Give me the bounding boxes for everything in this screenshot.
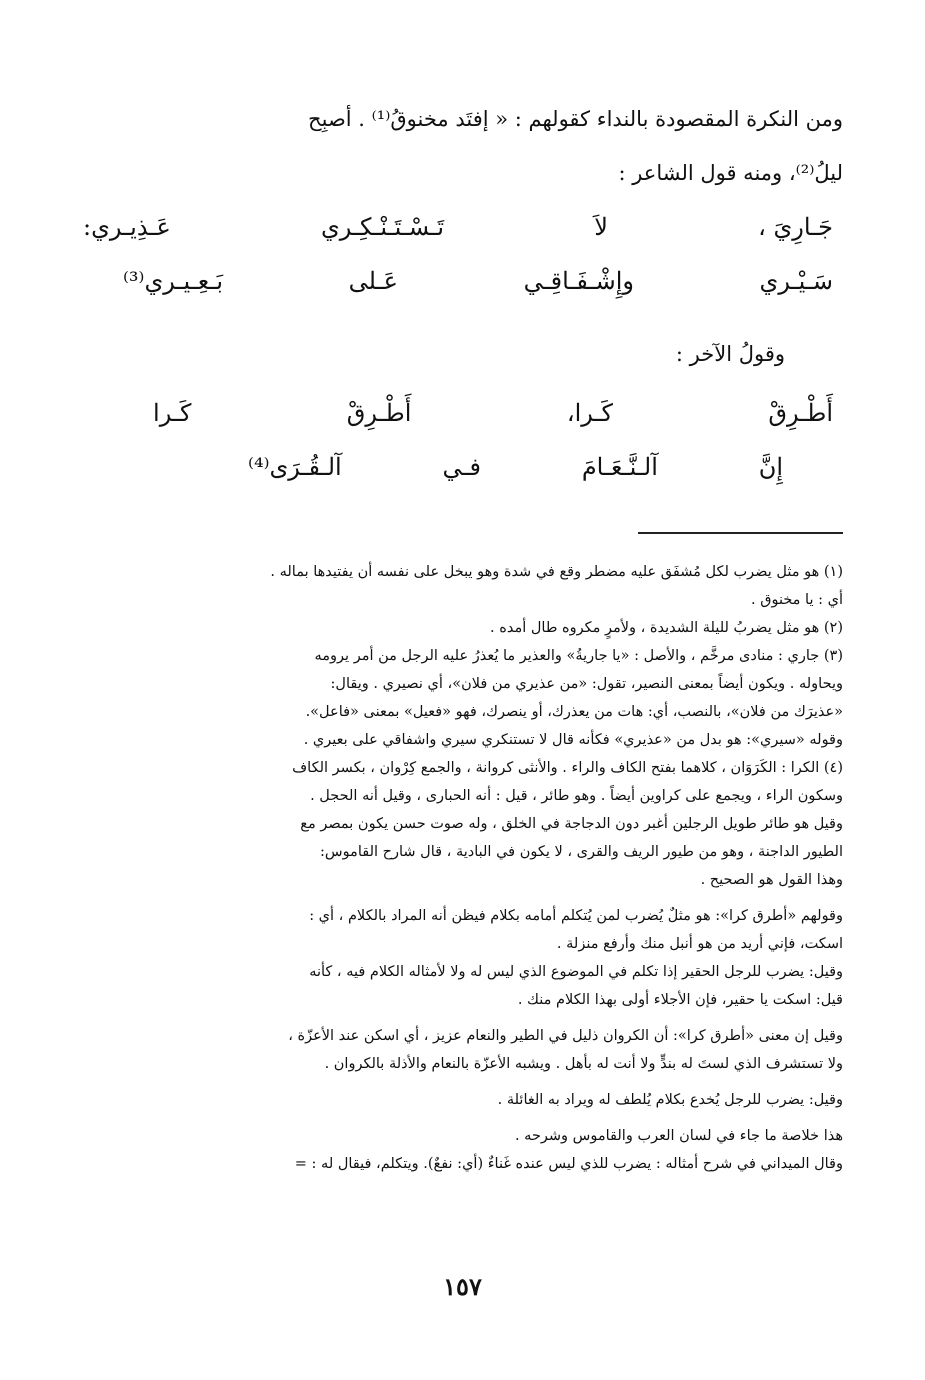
footnote-line: قيل: اسكت يا حقير، فإن الأجلاء أولى بهذا الكلام منك . [517,992,843,1008]
verse-word: آلـنَّـعَـامَ [581,453,658,481]
verse-word: لاَ [594,213,608,241]
verse-word: آلـقُـرَى⁽⁴⁾ [248,453,342,481]
verse-word: فـي [442,453,481,481]
footnote-line: وقيل: يضرب للرجل الحقير إذا تكلم في الموضوع الذي ليس له ولا لأمثاله الكلام فيه ، كأنه [309,964,843,980]
verse-word: كَـرا، [566,399,613,427]
footnote-line: وقيل هو طائر طويل الرجلين أغبر دون الدجاجة في الخلق ، وله صوت حسن يكون بمصر مع [300,816,843,832]
footnote-line: (٤) الكرا : الكَرَوَان ، كلاهما بفتح الكاف والراء . والأنثى كروانة ، والجمع كِرْوان ، بكسر الكاف [292,760,843,776]
footnote-line: وقيل: يضرب للرجل يُخدع بكلام يُلطف له ويراد به الغائلة . [497,1092,843,1108]
verse-word: كَـرا [153,399,192,427]
footnote-gap [83,1078,843,1086]
verse-word: أَطْـرِقْ [346,399,412,427]
footnote-line: (٢) هو مثل يضربُ لليلة الشديدة ، ولأمرٍ مكروه طال أمده . [490,620,843,636]
verse-word: سَـيْـري [759,267,833,295]
footnote-line: وقولهم «أطرق كرا»: هو مثلٌ يُضرب لمن يُتكلم أمامه بكلام فيظن أنه المراد بالكلام ، أي : [309,908,843,924]
footnote-gap [83,894,843,902]
footnote-line: (١) هو مثل يضرب لكل مُشفَق عليه مضطر وقع في شدة وهو يبخل على نفسه أن يفتيدها بماله . [270,564,843,580]
footnotes [83,558,843,1178]
footnote-line: وقوله «سيري»: هو بدل من «عذيري» فكأنه قال لا تستنكري سيري واشفاقي على بعيري . [303,732,843,748]
footnote-line: «عذيرَك من فلان»، بالنصب، أي: هات من يعذرك، أو ينصرك، فهو «فعيل» بمعنى «فاعل». [305,704,843,720]
footnote-line: ولا تستشرف الذي لستَ له بندٍّ ولا أنت له بأهل . ويشبه الأعزّة بالنعام والأذلة بالكروان . [324,1056,843,1072]
footnote-line: وقيل إن معنى «أطرق كرا»: أن الكروان ذليل في الطير والنعام عزيز ، أي اسكن عند الأعزّة ، [288,1028,843,1044]
footnote-line: هذا خلاصة ما جاء في لسان العرب والقاموس وشرحه . [514,1128,843,1144]
footnote-line: وهذا القول هو الصحيح . [700,872,843,888]
verse-word: تَـسْـتَـنْـكِـري [320,213,444,241]
verse-word: جَـارِيَ ، [758,213,833,241]
page-body [83,92,843,1178]
intro-line-1: ومن النكرة المقصودة بالنداء كقولهم : « إفتَد مخنوقُ⁽¹⁾ . أصبِح [308,107,843,131]
verse-word: بَـعِـيـري⁽³⁾ [123,267,224,295]
footnote-line: وقال الميداني في شرح أمثاله : يضرب للذي ليس عنده غَناءٌ (أي: نفعٌ). ويتكلم، فيقال له : = [294,1156,843,1172]
footnote-divider [638,532,843,534]
section-heading: وقولُ الآخر : [675,342,785,366]
intro-line-2: ليلُ⁽²⁾، ومنه قول الشاعر : [618,161,843,185]
verse-word: وإِشْـفَـاقِـي [523,267,634,295]
footnote-line: (٣) جاري : منادى مرخَّم ، والأصل : «يا جاريةُ» والعذير ما يُعذرُ عليه الرجل من أمر يرومه [314,648,843,664]
page-number: ١٥٧ [443,1272,482,1301]
verse-word: إِنَّ [758,453,783,481]
verse-2-line-a [83,386,843,440]
footnote-gap [83,1014,843,1022]
verse-1-line-b [83,254,843,308]
verse-word: أَطْـرِقْ [768,399,833,427]
verse-1-line-a [83,200,843,254]
footnote-line: أي : يا مخنوق . [750,592,843,608]
footnote-line: وسكون الراء ، ويجمع على كراوين أيضاً . وهو طائر ، قيل : أنه الحبارى ، وقيل أنه الحجل . [310,788,843,804]
intro-paragraph [83,92,843,200]
footnote-gap [83,1114,843,1122]
verse-word: عَـلى [348,267,398,295]
footnote-line: الطيور الداجنة ، وهو من طيور الريف والقرى ، لا يكون في البادية ، قال شارح القاموس: [319,844,843,860]
verse-2-line-b [83,440,843,494]
footnote-line: اسكت، فإني أريد من هو أنبل منك وأرفع منزلة . [556,936,843,952]
footnote-line: ويحاوله . ويكون أيضاً بمعنى النصير، تقول: «من عذيري من فلان»، أي نصيري . ويقال: [330,676,843,692]
verse-word: عَـذِيـري: [83,213,171,241]
